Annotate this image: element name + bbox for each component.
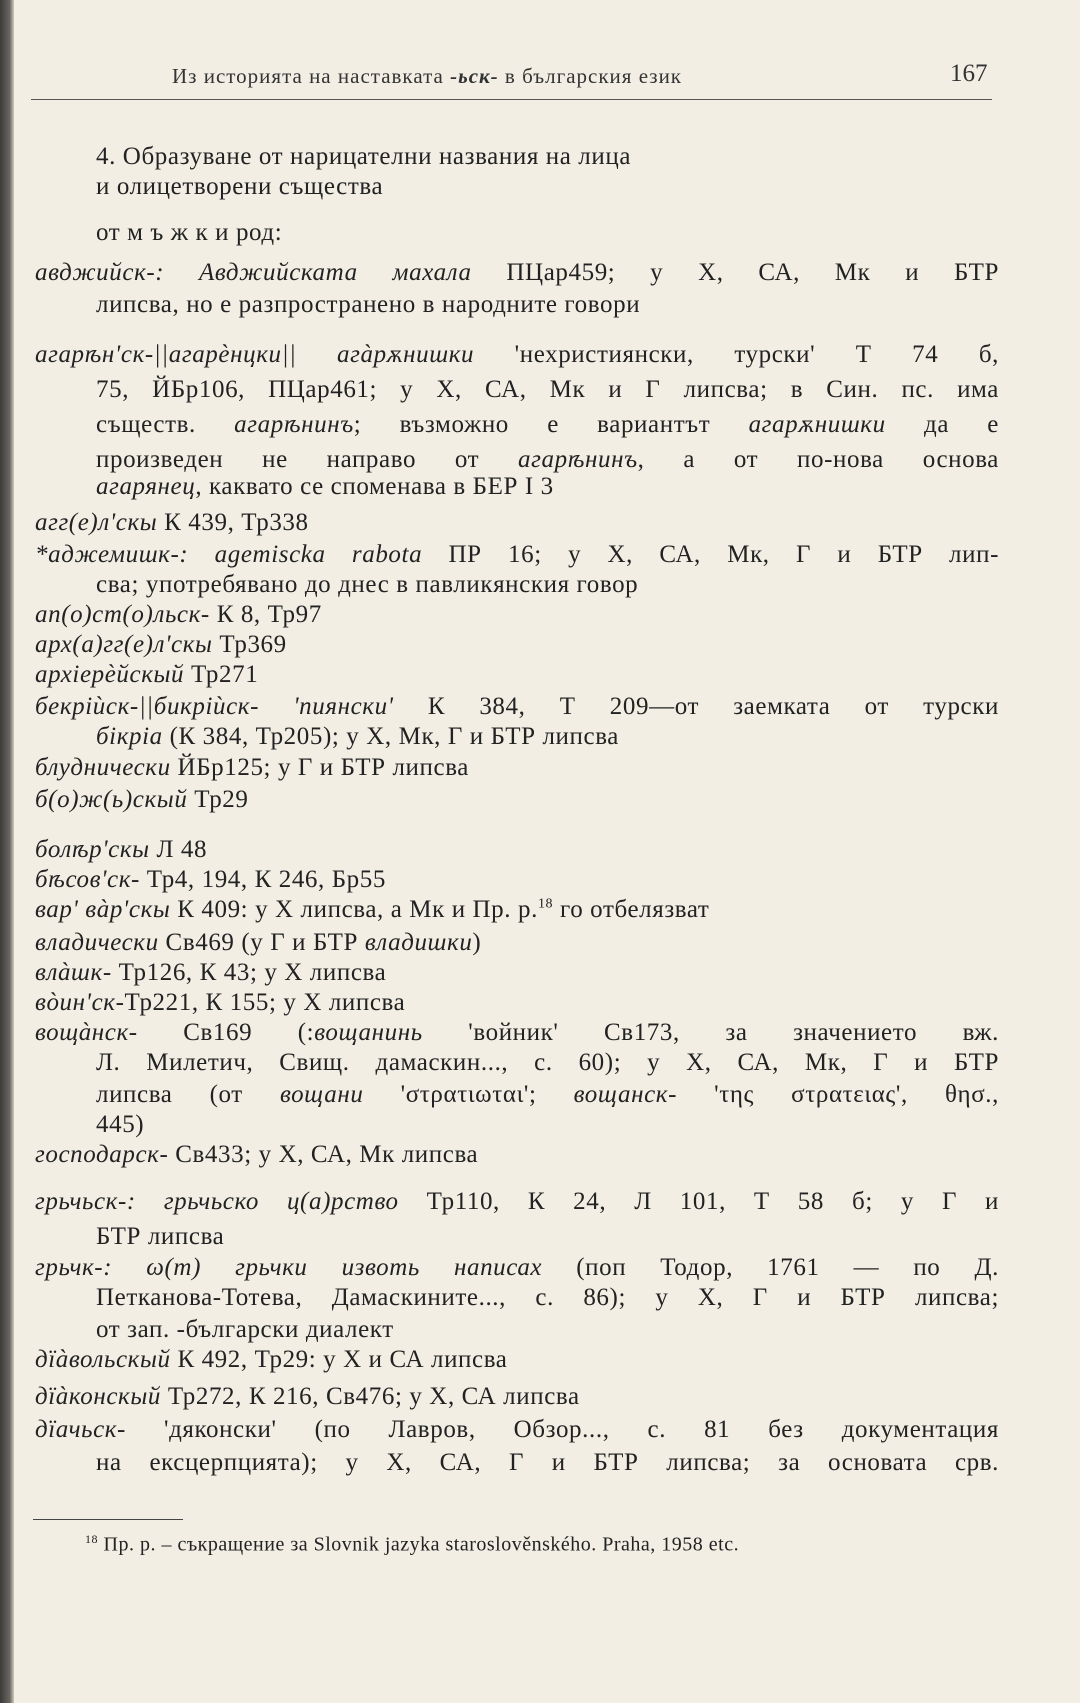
headword-italic: архіерѐйскый bbox=[35, 661, 185, 688]
headword-italic: бекріѝск-||бикріѝск- 'пиянски' bbox=[35, 693, 394, 720]
entry-text: БТР липсва bbox=[96, 1223, 225, 1250]
entry-line bbox=[35, 835, 207, 865]
headword-italic: арх(а)гг(е)л'скы bbox=[35, 631, 213, 658]
entry-text: 445) bbox=[96, 1111, 145, 1138]
entry-line bbox=[96, 1283, 999, 1313]
running-title bbox=[172, 64, 682, 89]
entry-line bbox=[35, 692, 999, 722]
headword-italic: бѣсов'ск- bbox=[35, 866, 140, 893]
footnote-text: Пр. р. – съкращение за Slovnik jazyka staroslověnského. Praha, 1958 etc. bbox=[98, 1533, 740, 1556]
headword-italic: *аджемишк-: agemiscka rabota bbox=[35, 541, 423, 568]
entry-text: Тр110, К 24, Л 101, Т 58 б; у Г и bbox=[398, 1188, 999, 1215]
entry-text: от м ъ ж к и род: bbox=[96, 219, 283, 246]
entry-text: ПЦар459; у Х, СА, Мк и БТР bbox=[471, 259, 999, 286]
entry-line bbox=[35, 928, 481, 958]
headword-italic: вар' вàр'скы bbox=[35, 896, 171, 923]
entry-text: , а от по-нова основа bbox=[637, 446, 999, 473]
entry-line bbox=[35, 1140, 478, 1170]
headword-italic: бікріа bbox=[96, 723, 163, 750]
entry-text: Л 48 bbox=[149, 836, 208, 863]
entry-line bbox=[35, 258, 999, 288]
entry-text: и олицетворени същества bbox=[96, 173, 384, 200]
headword-italic: владически bbox=[35, 929, 159, 956]
entry-line bbox=[96, 1222, 224, 1252]
entry-text: 'нехристиянски, турски' Т 74 б, bbox=[474, 341, 999, 368]
headword-italic: дïàвольскый bbox=[35, 1346, 171, 1373]
entry-line bbox=[35, 865, 386, 895]
entry-text: 'войник' Св173, за значението вж. bbox=[422, 1019, 999, 1046]
entry-text: Св169 (: bbox=[137, 1019, 315, 1046]
section-heading-line bbox=[96, 142, 631, 172]
entry-line bbox=[35, 630, 287, 660]
entry-text: Св469 (у Г и БТР bbox=[158, 929, 365, 956]
entry-text: 'στρατιωται'; bbox=[363, 1081, 574, 1108]
headword-italic: блуднически bbox=[35, 754, 171, 781]
entry-line bbox=[96, 445, 999, 475]
entry-text: 'της στρατειας', θησ., bbox=[677, 1081, 999, 1108]
section-heading-line bbox=[96, 172, 383, 202]
entry-text: да е bbox=[885, 411, 999, 438]
footnote-mark: 18 bbox=[85, 1532, 98, 1546]
entry-text: ) bbox=[472, 929, 482, 956]
entry-line bbox=[35, 540, 999, 570]
entry-text: (поп Тодор, 1761 — по Д. bbox=[542, 1254, 999, 1281]
entry-text: Тр369 bbox=[212, 631, 287, 658]
entry-line bbox=[96, 472, 554, 502]
headword-italic: вощанинь bbox=[314, 1019, 423, 1046]
entry-text: 75, ЙБр106, ПЦар461; у Х, СА, Мк и Г липсва; в Син. пс. има bbox=[96, 376, 999, 403]
entry-text: Св433; у Х, СА, Мк липсва bbox=[168, 1141, 479, 1168]
headword-italic: агарѣн'ск-||агарѐнцки|| агàрѫнишки bbox=[35, 341, 475, 368]
headword-italic: б(о)ж(ь)скый bbox=[35, 786, 188, 813]
headword-italic: дïачьск- bbox=[35, 1416, 126, 1443]
entry-text: от зап. -български диалект bbox=[96, 1316, 394, 1343]
footnote bbox=[85, 1532, 739, 1557]
entry-line bbox=[35, 340, 999, 370]
entry-text: , каквато се споменава в БЕР I 3 bbox=[195, 473, 554, 500]
entry-text: К 492, Тр29: у Х и СА липсва bbox=[170, 1346, 508, 1373]
section-heading-line bbox=[96, 218, 282, 248]
headword-italic: влàшк- bbox=[35, 959, 112, 986]
entry-text: Л. Милетич, Свищ. дамаскин..., с. 60); у Х, СА, Мк, Г и БТР bbox=[96, 1049, 999, 1076]
entry-line bbox=[96, 375, 999, 405]
entry-text: К 439, Тр338 bbox=[157, 509, 309, 536]
entry-line bbox=[96, 722, 619, 752]
entry-text: 'дяконски' (по Лавров, Обзор..., с. 81 без документация bbox=[125, 1416, 999, 1443]
headword-italic: грьчьск-: грьчьско ц(а)рство bbox=[35, 1188, 399, 1215]
entry-line bbox=[96, 410, 999, 440]
entry-line bbox=[96, 1080, 999, 1110]
entry-text: го отбелязват bbox=[553, 896, 710, 923]
entry-line bbox=[35, 988, 405, 1018]
entry-line bbox=[96, 1315, 394, 1345]
entry-text: ЙБр125; у Г и БТР липсва bbox=[170, 754, 469, 781]
entry-text: 4. Образуване от нарицателни названия на лица bbox=[96, 143, 632, 170]
running-title-suffix: -ьск- bbox=[450, 64, 499, 88]
entry-text: К 384, Т 209—от заемката от турски bbox=[393, 693, 999, 720]
running-title-text: Из историята на наставката bbox=[172, 64, 451, 88]
entry-line bbox=[96, 1048, 999, 1078]
entry-text: липсва, но е разпространено в народните говори bbox=[96, 291, 641, 318]
entry-text: (К 384, Тр205); у Х, Мк, Г и БТР липсва bbox=[162, 723, 619, 750]
running-title-text-end: в българския език bbox=[498, 64, 683, 88]
entry-line bbox=[35, 785, 249, 815]
entry-text: липсва (от bbox=[96, 1081, 280, 1108]
entry-line bbox=[35, 1415, 999, 1445]
entry-line bbox=[35, 508, 309, 538]
entry-line bbox=[35, 1253, 999, 1283]
entry-text: сва; употребявано до днес в павликянския говор bbox=[96, 571, 639, 598]
headword-italic: вощàнск- bbox=[35, 1019, 138, 1046]
headword-italic: авджийск-: Авджийската махала bbox=[35, 259, 472, 286]
entry-text: Тр29 bbox=[187, 786, 249, 813]
entry-line bbox=[35, 1018, 999, 1048]
entry-text: Тр4, 194, К 246, Бр55 bbox=[139, 866, 386, 893]
footnote-ref: 18 bbox=[537, 896, 554, 912]
entry-text: Тр272, К 216, Св476; у Х, СА липсва bbox=[160, 1383, 580, 1410]
entry-line bbox=[35, 958, 386, 988]
entry-line bbox=[96, 570, 638, 600]
headword-italic: агарѣнинъ bbox=[518, 446, 638, 473]
entry-line bbox=[35, 753, 469, 783]
header-rule bbox=[31, 99, 992, 100]
entry-text: съществ. bbox=[96, 411, 235, 438]
entry-line bbox=[96, 290, 640, 320]
headword-italic: ап(о)ст(о)льск- bbox=[35, 601, 210, 628]
entry-line bbox=[96, 1448, 999, 1478]
entry-text: Тр221, К 155; у Х липсва bbox=[124, 989, 406, 1016]
entry-line bbox=[35, 660, 258, 690]
entry-line bbox=[35, 600, 322, 630]
entry-text: Тр271 bbox=[184, 661, 259, 688]
page-number: 167 bbox=[950, 60, 988, 87]
entry-line bbox=[35, 895, 709, 925]
headword-italic: агг(е)л'скы bbox=[35, 509, 158, 536]
headword-italic: владишки bbox=[364, 929, 473, 956]
headword-italic: грьчк-: ω(т) грьчки извоть написах bbox=[35, 1254, 543, 1281]
entry-text: Тр126, К 43; у Х липсва bbox=[111, 959, 387, 986]
entry-text: ПР 16; у Х, СА, Мк, Г и БТР лип- bbox=[422, 541, 999, 568]
headword-italic: агарянец bbox=[96, 473, 196, 500]
entry-text: К 8, Тр97 bbox=[209, 601, 322, 628]
headword-italic: вòин'ск- bbox=[35, 989, 125, 1016]
entry-text: К 409: у Х липсва, а Мк и Пр. р. bbox=[170, 896, 538, 923]
entry-line bbox=[96, 1110, 144, 1140]
footnote-rule bbox=[33, 1519, 183, 1520]
headword-italic: вощани bbox=[279, 1081, 364, 1108]
headword-italic: болѣр'скы bbox=[35, 836, 150, 863]
headword-italic: агарѫнишки bbox=[748, 411, 886, 438]
entry-line bbox=[35, 1382, 580, 1412]
entry-text: на ексцерпцията); у Х, СА, Г и БТР липсва; за основата срв. bbox=[96, 1449, 999, 1476]
book-binding-edge bbox=[0, 0, 14, 1703]
entry-line bbox=[35, 1187, 999, 1217]
entry-text: ; възможно е вариантът bbox=[353, 411, 749, 438]
headword-italic: вощанск- bbox=[573, 1081, 677, 1108]
headword-italic: господарск- bbox=[35, 1141, 169, 1168]
entry-text: произведен не направо от bbox=[96, 446, 519, 473]
entry-text: Петканова-Тотева, Дамаскините..., с. 86); у Х, Г и БТР липсва; bbox=[96, 1284, 999, 1311]
headword-italic: дïàконскый bbox=[35, 1383, 161, 1410]
headword-italic: агарѣнинъ bbox=[234, 411, 354, 438]
entry-line bbox=[35, 1345, 508, 1375]
